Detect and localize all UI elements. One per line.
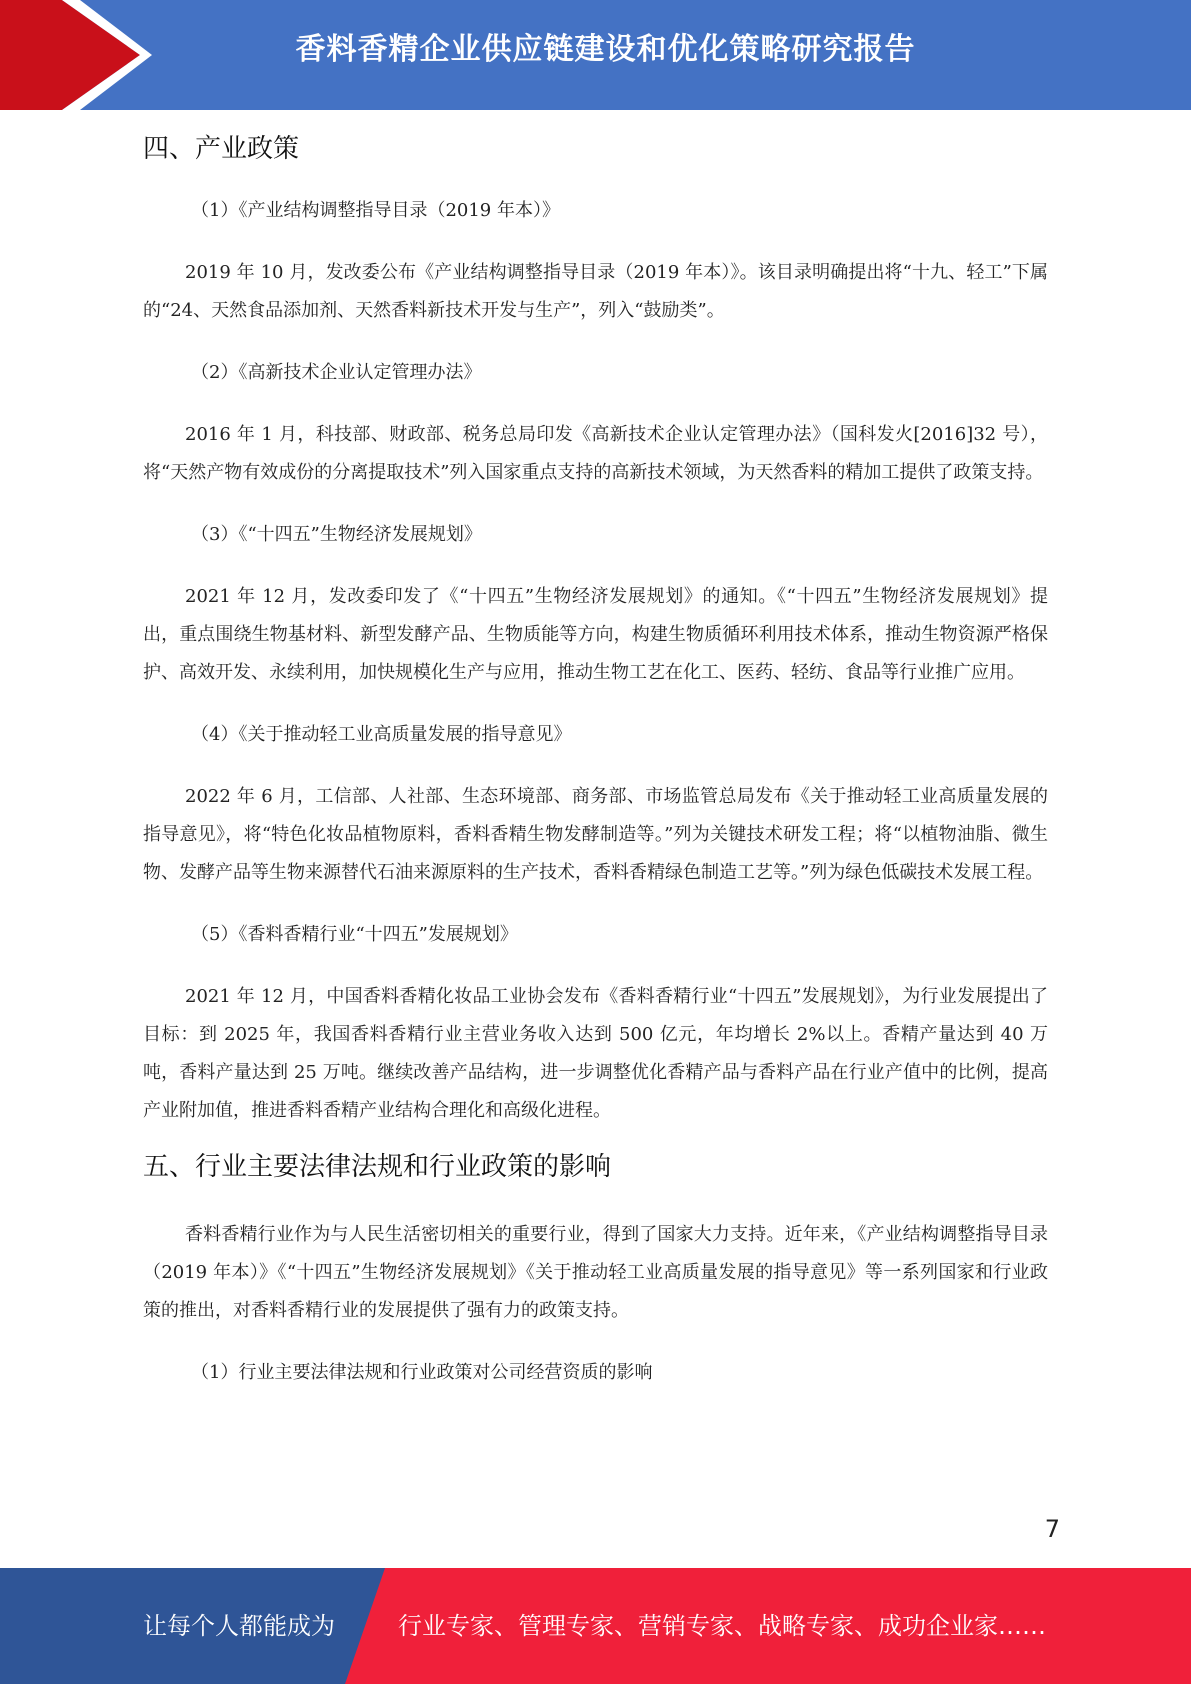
policy-body-1: 2019 年 10 月，发改委公布《产业结构调整指导目录（2019 年本）》。该目录明确提出将“十九、轻工”下属的“24、天然食品添加剂、天然香料新技术开发与生产”，列入“鼓励类”。	[143, 262, 1048, 321]
page-header	[0, 0, 1191, 110]
policy-title-1: （1）《产业结构调整指导目录（2019 年本）》	[191, 200, 560, 221]
page-footer	[0, 1568, 1191, 1684]
footer-slogan-left: 让每个人都能成为	[143, 1612, 335, 1640]
document-title: 香料香精企业供应链建设和优化策略研究报告	[295, 32, 916, 67]
policy-body-5: 2021 年 12 月，中国香料香精化妆品工业协会发布《香料香精行业“十四五”发展规划》，为行业发展提出了目标：到 2025 年，我国香料香精行业主营业务收入达到 500 亿元，年均增长 2%以上。香精产量达到 40 万吨，香料产量达到 25 万吨。继续改善产品结构，进一步调整优化香精产品与香料产品在行业产值中的比例，提高产业附加值，推进香料香精产业结构合理化和高级化进程。	[143, 986, 1048, 1121]
section5-sub-1: （1）行业主要法律法规和行业政策对公司经营资质的影响	[191, 1362, 653, 1383]
section5-intro: 香料香精行业作为与人民生活密切相关的重要行业，得到了国家大力支持。近年来，《产业结构调整指导目录（2019 年本）》《“十四五”生物经济发展规划》《关于推动轻工业高质量发展的指导意见》等一系列国家和行业政策的推出，对香料香精行业的发展提供了强有力的政策支持。	[143, 1224, 1048, 1321]
policy-body-4: 2022 年 6 月，工信部、人社部、生态环境部、商务部、市场监管总局发布《关于推动轻工业高质量发展的指导意见》，将“特色化妆品植物原料，香料香精生物发酵制造等。”列为关键技术研发工程；将“以植物油脂、微生物、发酵产品等生物来源替代石油来源原料的生产技术，香料香精绿色制造工艺等。”列为绿色低碳技术发展工程。	[143, 786, 1048, 883]
policy-title-4: （4）《关于推动轻工业高质量发展的指导意见》	[191, 724, 572, 745]
policy-body-3: 2021 年 12 月，发改委印发了《“十四五”生物经济发展规划》的通知。《“十四五”生物经济发展规划》提出，重点围绕生物基材料、新型发酵产品、生物质能等方向，构建生物质循环利用技术体系，推动生物资源严格保护、高效开发、永续利用，加快规模化生产与应用，推动生物工艺在化工、医药、轻纺、食品等行业推广应用。	[143, 586, 1048, 683]
page-number: 7	[1044, 1515, 1060, 1543]
footer-slogan-right: 行业专家、管理专家、营销专家、战略专家、成功企业家……	[398, 1612, 1046, 1640]
policy-title-3: （3）《“十四五”生物经济发展规划》	[191, 524, 482, 545]
policy-body-2: 2016 年 1 月，科技部、财政部、税务总局印发《高新技术企业认定管理办法》（国科发火[2016]32 号），将“天然产物有效成份的分离提取技术”列入国家重点支持的高新技术领域，为天然香料的精加工提供了政策支持。	[143, 424, 1048, 483]
policy-title-5: （5）《香料香精行业“十四五”发展规划》	[191, 924, 518, 945]
section-heading-5: 五、行业主要法律法规和行业政策的影响	[143, 1152, 612, 1182]
page-content	[143, 118, 1048, 1392]
policy-title-2: （2）《高新技术企业认定管理办法》	[191, 362, 482, 383]
section-heading-4: 四、产业政策	[143, 134, 300, 164]
